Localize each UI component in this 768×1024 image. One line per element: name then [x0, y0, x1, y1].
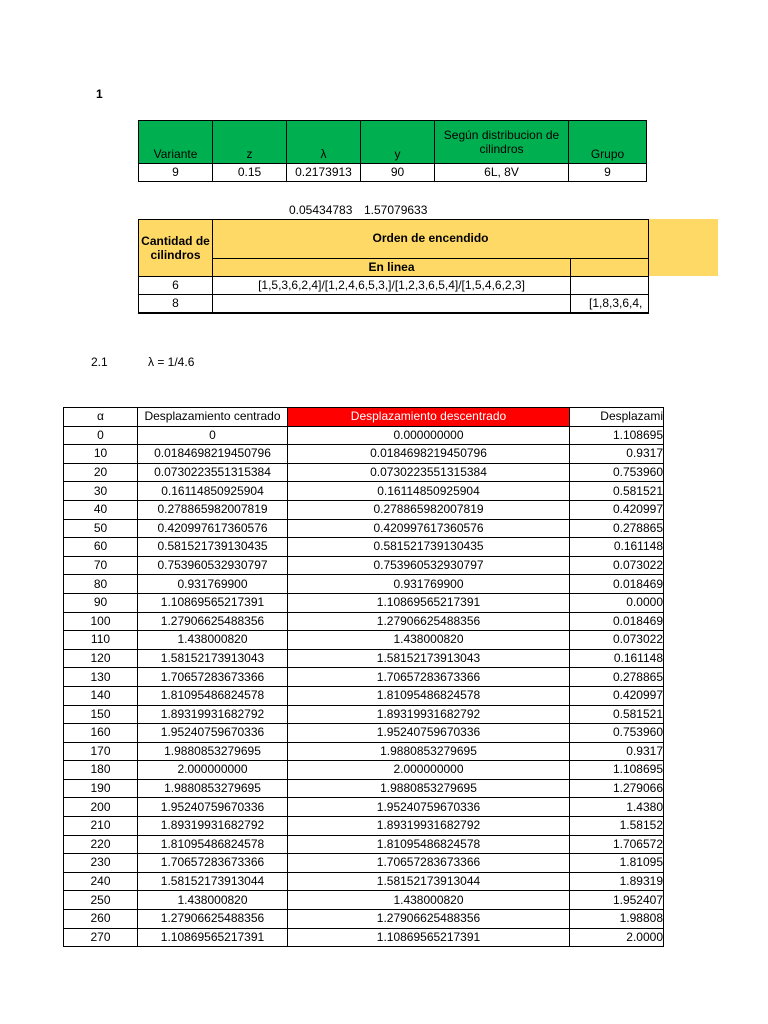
cell-descentrado[interactable]: 1.58152173913044 [288, 872, 570, 891]
cell-descentrado[interactable]: 1.27906625488356 [288, 612, 570, 631]
displacement-table [63, 407, 664, 947]
table-row [64, 779, 664, 798]
cell-linea-8[interactable] [213, 295, 571, 314]
cell-centrado[interactable]: 1.58152173913043 [138, 649, 288, 668]
section-label-2-1: 2.1 [91, 355, 108, 369]
cell-descentrado[interactable]: 1.81095486824578 [288, 686, 570, 705]
cell-descentrado[interactable]: 1.10869565217391 [288, 928, 570, 947]
header-fill-extension [644, 219, 718, 276]
cell-descentrado[interactable]: 1.89319931682792 [288, 705, 570, 724]
table-row [64, 854, 664, 873]
cell-centrado[interactable]: 1.10869565217391 [138, 593, 288, 612]
cell-y[interactable]: 90 [361, 164, 435, 182]
cell-descentrado[interactable]: 2.000000000 [288, 761, 570, 780]
cell-extra[interactable]: 1.81095 [570, 854, 664, 873]
cell-centrado[interactable]: 1.438000820 [138, 891, 288, 910]
cell-grupo[interactable]: 9 [569, 164, 647, 182]
cell-cyl-8[interactable]: 8 [139, 295, 213, 314]
cell-v-8[interactable]: [1,8,3,6,4, [571, 295, 649, 314]
cell-alpha[interactable]: 50 [64, 519, 138, 538]
cell-centrado[interactable]: 1.10869565217391 [138, 928, 288, 947]
cell-centrado[interactable]: 0 [138, 426, 288, 445]
cell-centrado[interactable]: 0.420997617360576 [138, 519, 288, 538]
section-label-1: 1 [96, 87, 103, 101]
firing-order-table [138, 219, 649, 314]
table-row [64, 668, 664, 687]
computed-value-2: 1.57079633 [364, 203, 428, 217]
header-en-linea: En linea [213, 258, 571, 276]
table-row [64, 482, 664, 501]
cell-descentrado[interactable]: 0.0184698219450796 [288, 445, 570, 464]
cell-extra[interactable]: 0.581521 [570, 482, 664, 501]
table-row [64, 556, 664, 575]
cell-descentrado[interactable]: 1.58152173913043 [288, 649, 570, 668]
cell-descentrado[interactable]: 0.000000000 [288, 426, 570, 445]
table-row [64, 928, 664, 947]
cell-alpha[interactable]: 200 [64, 798, 138, 817]
cell-centrado[interactable]: 0.931769900 [138, 575, 288, 594]
table-row [64, 686, 664, 705]
header-lambda: λ [287, 121, 361, 164]
cell-lambda[interactable]: 0.2173913 [287, 164, 361, 182]
cell-centrado[interactable]: 2.000000000 [138, 761, 288, 780]
cell-centrado[interactable]: 1.81095486824578 [138, 686, 288, 705]
lambda-formula: λ = 1/4.6 [148, 355, 195, 369]
header-variante: Variante [139, 121, 213, 164]
cell-centrado[interactable]: 1.89319931682792 [138, 817, 288, 836]
cell-centrado[interactable]: 1.70657283673366 [138, 854, 288, 873]
table-row [64, 593, 664, 612]
table-row [64, 742, 664, 761]
table-row [64, 612, 664, 631]
cell-alpha[interactable]: 240 [64, 872, 138, 891]
cell-alpha[interactable]: 120 [64, 649, 138, 668]
table-row [64, 724, 664, 743]
cell-descentrado[interactable]: 1.95240759670336 [288, 798, 570, 817]
header-desplazamiento-descentrado: Desplazamiento descentrado [288, 408, 570, 427]
cell-descentrado[interactable]: 1.81095486824578 [288, 835, 570, 854]
table-row [64, 519, 664, 538]
cell-centrado[interactable]: 0.16114850925904 [138, 482, 288, 501]
cell-extra[interactable]: 1.89319 [570, 872, 664, 891]
cell-alpha[interactable]: 160 [64, 724, 138, 743]
header-en-v [571, 258, 649, 276]
table-row [64, 835, 664, 854]
cell-extra[interactable]: 0.420997 [570, 500, 664, 519]
cell-alpha[interactable]: 180 [64, 761, 138, 780]
cell-extra[interactable]: 0.073022 [570, 631, 664, 650]
table-row [64, 463, 664, 482]
table-row [64, 631, 664, 650]
cell-centrado[interactable]: 0.0184698219450796 [138, 445, 288, 464]
header-cantidad-cilindros: Cantidad de cilindros [139, 220, 213, 277]
cell-alpha[interactable]: 20 [64, 463, 138, 482]
table-row [64, 910, 664, 929]
header-orden-encendido: Orden de encendido [213, 220, 649, 259]
cell-extra[interactable]: 0.018469 [570, 612, 664, 631]
cell-centrado[interactable]: 1.95240759670336 [138, 724, 288, 743]
cell-alpha[interactable]: 150 [64, 705, 138, 724]
computed-value-1: 0.05434783 [289, 203, 353, 217]
cell-descentrado[interactable]: 0.420997617360576 [288, 519, 570, 538]
cell-alpha[interactable]: 130 [64, 668, 138, 687]
cell-extra[interactable]: 0.018469 [570, 575, 664, 594]
cell-cyl-6[interactable]: 6 [139, 277, 213, 295]
cell-extra[interactable]: 0.161148 [570, 538, 664, 557]
header-grupo: Grupo [569, 121, 647, 164]
cell-descentrado[interactable]: 1.9880853279695 [288, 779, 570, 798]
cell-z[interactable]: 0.15 [213, 164, 287, 182]
cell-centrado[interactable]: 1.70657283673366 [138, 668, 288, 687]
cell-alpha[interactable]: 80 [64, 575, 138, 594]
table-row [64, 705, 664, 724]
cell-alpha[interactable]: 140 [64, 686, 138, 705]
cell-descentrado[interactable]: 1.70657283673366 [288, 668, 570, 687]
cell-centrado[interactable]: 0.0730223551315384 [138, 463, 288, 482]
cell-extra[interactable]: 0.0000 [570, 593, 664, 612]
cell-extra[interactable]: 1.108695 [570, 426, 664, 445]
cell-alpha[interactable]: 110 [64, 631, 138, 650]
cell-extra[interactable]: 0.420997 [570, 686, 664, 705]
cell-centrado[interactable]: 1.89319931682792 [138, 705, 288, 724]
cell-extra[interactable]: 0.753960 [570, 463, 664, 482]
cell-centrado[interactable]: 0.278865982007819 [138, 500, 288, 519]
cell-extra[interactable]: 1.706572 [570, 835, 664, 854]
cell-alpha[interactable]: 230 [64, 854, 138, 873]
cell-extra[interactable]: 0.9317 [570, 445, 664, 464]
header-desplazamiento-centrado: Desplazamiento centrado [138, 408, 288, 427]
header-alpha: α [64, 408, 138, 427]
header-z: z [213, 121, 287, 164]
cell-alpha[interactable]: 210 [64, 817, 138, 836]
cell-distribucion[interactable]: 6L, 8V [435, 164, 569, 182]
cell-extra[interactable]: 0.753960 [570, 724, 664, 743]
cell-descentrado[interactable]: 1.438000820 [288, 631, 570, 650]
cell-alpha[interactable]: 70 [64, 556, 138, 575]
cell-extra[interactable]: 0.581521 [570, 705, 664, 724]
cell-descentrado[interactable]: 1.89319931682792 [288, 817, 570, 836]
header-y: y [361, 121, 435, 164]
cell-alpha[interactable]: 60 [64, 538, 138, 557]
cell-alpha[interactable]: 0 [64, 426, 138, 445]
table-row [64, 798, 664, 817]
cell-descentrado[interactable]: 1.27906625488356 [288, 910, 570, 929]
cell-centrado[interactable]: 1.58152173913044 [138, 872, 288, 891]
cell-descentrado[interactable]: 1.10869565217391 [288, 593, 570, 612]
cell-extra[interactable]: 1.279066 [570, 779, 664, 798]
variant-table [138, 120, 647, 182]
cell-alpha[interactable]: 250 [64, 891, 138, 910]
cell-centrado[interactable]: 0.581521739130435 [138, 538, 288, 557]
cell-descentrado[interactable]: 0.581521739130435 [288, 538, 570, 557]
table-row [64, 817, 664, 836]
cell-extra[interactable]: 1.58152 [570, 817, 664, 836]
cell-variante[interactable]: 9 [139, 164, 213, 182]
table-row [64, 575, 664, 594]
cell-descentrado[interactable]: 0.753960532930797 [288, 556, 570, 575]
table-row [64, 445, 664, 464]
cell-alpha[interactable]: 30 [64, 482, 138, 501]
cell-centrado[interactable]: 1.95240759670336 [138, 798, 288, 817]
header-desplazamiento-extra: Desplazami [570, 408, 664, 427]
cell-centrado[interactable]: 1.81095486824578 [138, 835, 288, 854]
cell-alpha[interactable]: 90 [64, 593, 138, 612]
cell-extra[interactable]: 0.278865 [570, 668, 664, 687]
header-distribucion: Según distribucion de cilindros [435, 121, 569, 164]
cell-extra[interactable]: 0.278865 [570, 519, 664, 538]
cell-alpha[interactable]: 170 [64, 742, 138, 761]
cell-centrado[interactable]: 1.27906625488356 [138, 910, 288, 929]
cell-extra[interactable]: 0.161148 [570, 649, 664, 668]
cell-extra[interactable]: 0.073022 [570, 556, 664, 575]
cell-extra[interactable]: 1.4380 [570, 798, 664, 817]
cell-descentrado[interactable]: 1.95240759670336 [288, 724, 570, 743]
cell-descentrado[interactable]: 1.9880853279695 [288, 742, 570, 761]
cell-alpha[interactable]: 40 [64, 500, 138, 519]
cell-v-6[interactable] [571, 277, 649, 295]
cell-centrado[interactable]: 0.753960532930797 [138, 556, 288, 575]
table-row [64, 891, 664, 910]
cell-extra[interactable]: 1.952407 [570, 891, 664, 910]
cell-descentrado[interactable]: 0.0730223551315384 [288, 463, 570, 482]
table-row [64, 872, 664, 891]
cell-extra[interactable]: 0.9317 [570, 742, 664, 761]
cell-descentrado[interactable]: 0.931769900 [288, 575, 570, 594]
cell-alpha[interactable]: 260 [64, 910, 138, 929]
cell-centrado[interactable]: 1.9880853279695 [138, 742, 288, 761]
cell-extra[interactable]: 1.98808 [570, 910, 664, 929]
table-row [64, 426, 664, 445]
table-row [64, 500, 664, 519]
cell-descentrado[interactable]: 1.438000820 [288, 891, 570, 910]
table-row [64, 761, 664, 780]
cell-centrado[interactable]: 1.9880853279695 [138, 779, 288, 798]
cell-descentrado[interactable]: 0.278865982007819 [288, 500, 570, 519]
cell-extra[interactable]: 2.0000 [570, 928, 664, 947]
cell-alpha[interactable]: 190 [64, 779, 138, 798]
table-row [64, 538, 664, 557]
cell-alpha[interactable]: 100 [64, 612, 138, 631]
cell-alpha[interactable]: 220 [64, 835, 138, 854]
table-row [64, 649, 664, 668]
cell-descentrado[interactable]: 1.70657283673366 [288, 854, 570, 873]
cell-descentrado[interactable]: 0.16114850925904 [288, 482, 570, 501]
cell-alpha[interactable]: 270 [64, 928, 138, 947]
cell-alpha[interactable]: 10 [64, 445, 138, 464]
cell-centrado[interactable]: 1.438000820 [138, 631, 288, 650]
cell-extra[interactable]: 1.108695 [570, 761, 664, 780]
cell-centrado[interactable]: 1.27906625488356 [138, 612, 288, 631]
cell-linea-6[interactable]: [1,5,3,6,2,4]/[1,2,4,6,5,3,]/[1,2,3,6,5,4]/[1,5,4,6,2,3] [213, 277, 571, 295]
